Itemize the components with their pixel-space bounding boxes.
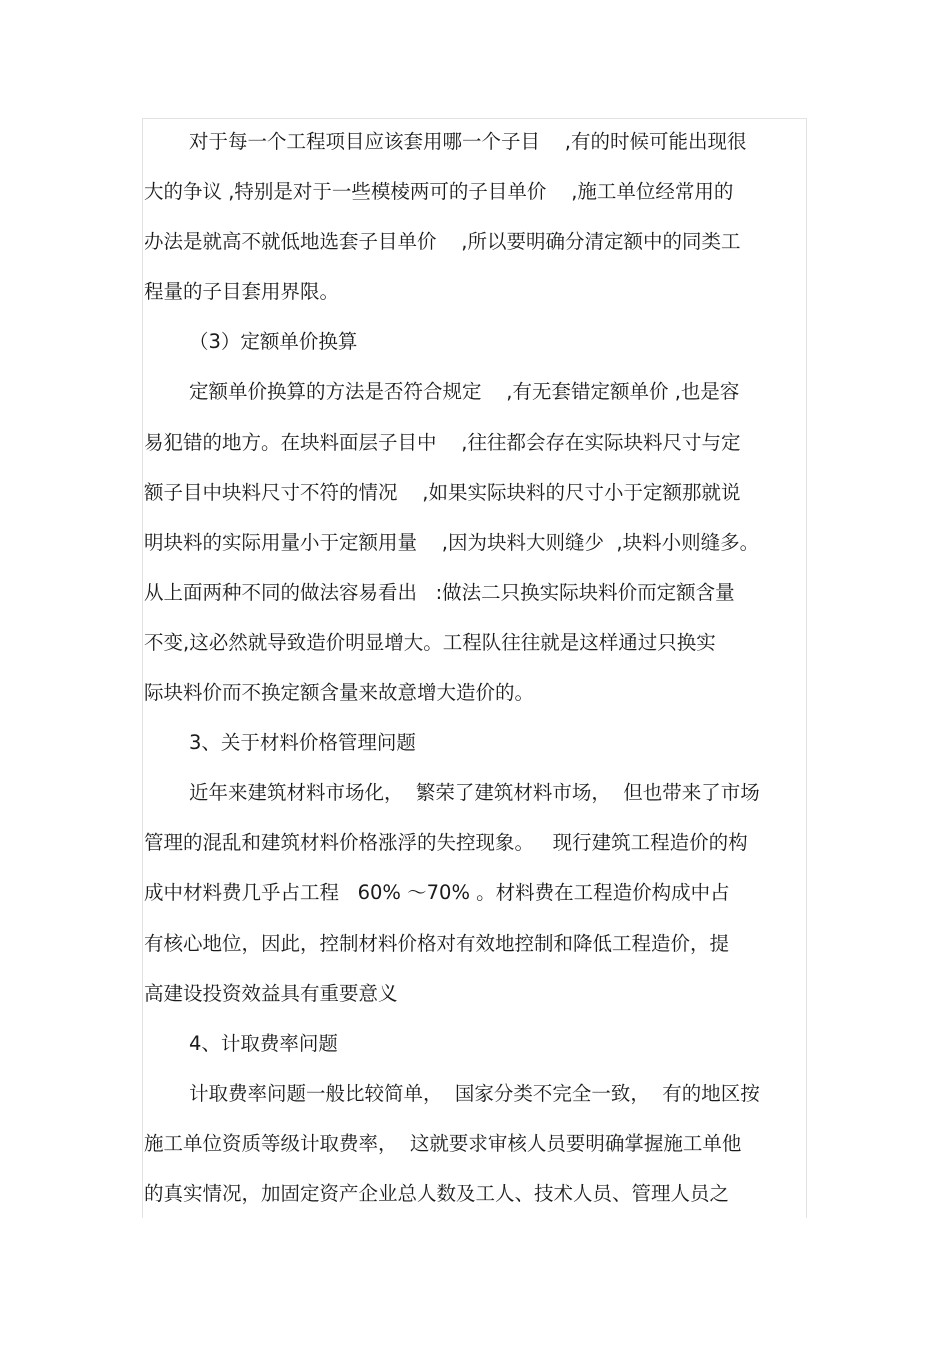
text-line: 施工单位资质等级计取费率， 这就要求审核人员要明确掌握施工单他 — [144, 1131, 742, 1155]
text-line: 计取费率问题一般比较简单， 国家分类不完全一致， 有的地区按 — [189, 1081, 760, 1105]
section-heading: 3、关于材料价格管理问题 — [189, 731, 416, 755]
text-line: 定额单价换算的方法是否符合规定 ,有无套错定额单价 ,也是容 — [189, 380, 740, 404]
text-line: 额子目中块料尺寸不符的情况 ,如果实际块料的尺寸小于定额那就说 — [144, 480, 741, 504]
text-line: 高建设投资效益具有重要意义 — [144, 981, 398, 1005]
text-line: 管理的混乱和建筑材料价格涨浮的失控现象。 现行建筑工程造价的构 — [144, 831, 748, 855]
document-body — [144, 117, 804, 1219]
text-line: 从上面两种不同的做法容易看出 :做法二只换实际块料价而定额含量 — [144, 580, 735, 604]
text-line: 大的争议 ,特别是对于一些模棱两可的子目单价 ,施工单位经常用的 — [144, 180, 734, 204]
text-line: 成中材料费几乎占工程 60% ～70% 。材料费在工程造价构成中占 — [144, 881, 730, 905]
text-line: 程量的子目套用界限。 — [144, 280, 340, 304]
section-heading: 4、计取费率问题 — [189, 1031, 338, 1055]
text-line: 明块料的实际用量小于定额用量 ,因为块料大则缝少 ,块料小则缝多。 — [144, 530, 760, 554]
text-line: 近年来建筑材料市场化， 繁荣了建筑材料市场， 但也带来了市场 — [189, 781, 760, 805]
text-line: 际块料价而不换定额含量来故意增大造价的。 — [144, 681, 535, 705]
text-line: 易犯错的地方。在块料面层子目中 ,往往都会存在实际块料尺寸与定 — [144, 430, 741, 454]
text-line: 有核心地位，因此，控制材料价格对有效地控制和降低工程造价，提 — [144, 931, 730, 955]
text-line: 的真实情况，加固定资产企业总人数及工人、技术人员、管理人员之 — [144, 1181, 730, 1205]
section-heading: （3）定额单价换算 — [189, 330, 358, 354]
text-line: 不变,这必然就导致造价明显增大。工程队往往就是这样通过只换实 — [144, 630, 716, 654]
text-line: 办法是就高不就低地选套子目单价 ,所以要明确分清定额中的同类工 — [144, 230, 741, 254]
text-line: 对于每一个工程项目应该套用哪一个子目 ,有的时候可能出现很 — [189, 130, 747, 153]
